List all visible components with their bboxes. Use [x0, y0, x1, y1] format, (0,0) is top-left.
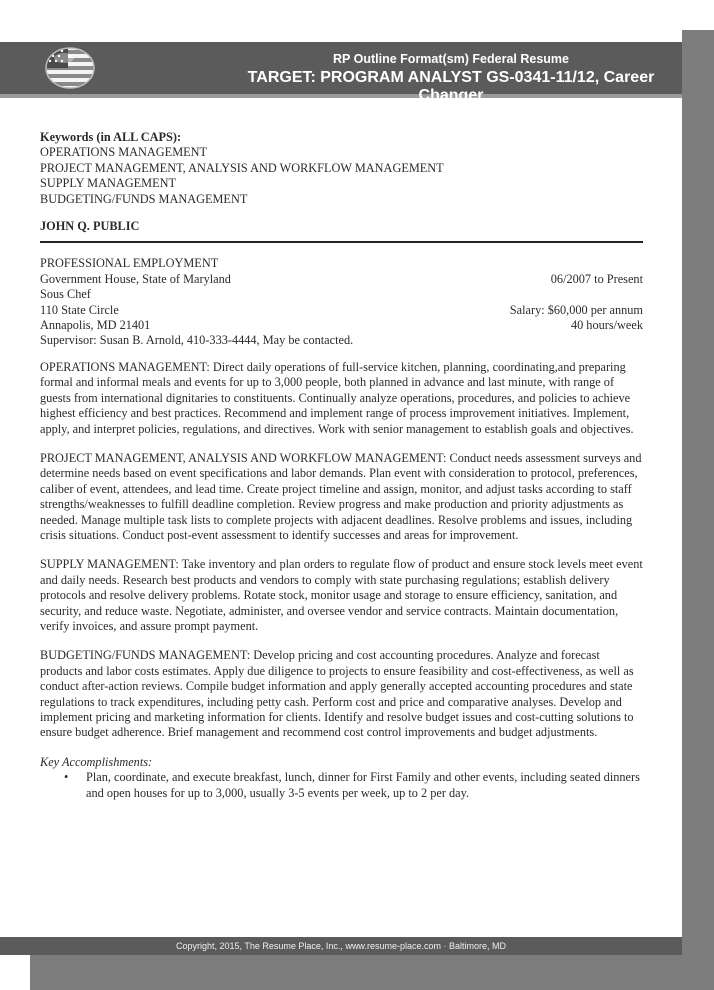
page-shadow-bottom [30, 955, 714, 990]
resume-content [40, 130, 643, 801]
keyword-item: PROJECT MANAGEMENT, ANALYSIS AND WORKFLOW MANAGEMENT [40, 160, 444, 175]
accomplishment-text: Plan, coordinate, and execute breakfast, lunch, dinner for First Family and other events, including seated dinners and open houses for up to 3,000, usually 3-5 events per week, up to 2 per day. [86, 770, 640, 800]
accomplishments-list [40, 770, 643, 801]
employment-dates: 06/2007 to Present [550, 271, 643, 286]
section-project-management: PROJECT MANAGEMENT, ANALYSIS AND WORKFLOW MANAGEMENT: Conduct needs assessment surveys and determine needs based on event specifications and labor demands. Plan event with consideration to protocol, preferences, caliber of event, attendees, and lead time. Create project timeline and assign, monitor, and adjust tasks according to staff strengths/weaknesses to fulfill deadline completion. Review progress and make production and priority adjustments as needed. Manage multiple task lists to complete projects with adjacent deadlines. Resolve problems and issues, including crisis situations. Conduct post-event assessment to identify successes and areas for improvement. [40, 450, 642, 542]
flag-globe-icon [44, 46, 96, 90]
job-title: Sous Chef [40, 287, 91, 302]
section-operations-management: OPERATIONS MANAGEMENT: Direct daily operations of full-service kitchen, planning, coordinating,and preparing formal and informal meals and events for up to 3,000 people, both planned in advance and last minute, with range of guests from international dignitaries to constituents. Continually analyze operations, procedures, and policies to achieve highest efficiency and best practices. Recommend and implement range of process improvement initiatives. Implement, apply, and interpret policies, regulations, and directives. Work with senior management to establish goals and objectives. [40, 359, 634, 436]
salary: Salary: $60,000 per annum [509, 302, 643, 317]
keyword-item: SUPPLY MANAGEMENT [40, 176, 176, 191]
employer-address-street: 110 State Circle [40, 302, 119, 317]
key-accomplishments-heading: Key Accomplishments: [40, 754, 153, 769]
bullet-marker: • [64, 770, 69, 785]
keyword-item: OPERATIONS MANAGEMENT [40, 145, 208, 160]
section-supply-management: SUPPLY MANAGEMENT: Take inventory and plan orders to regulate flow of product and ensure stock levels meet event and daily needs. Research best products and vendors to comply with state purchasing regulations; establish delivery protocols and resolve delivery problems. Rotate stock, monitor usage and storage to ensure efficiency, sanitation, and security, and reduce waste. Negotiate, administer, and oversee vendor and service contracts. Maintain documentation, verify invoices, and assure prompt payment. [40, 557, 643, 633]
applicant-name: JOHN Q. PUBLIC [40, 219, 140, 234]
keywords-title: Keywords (in ALL CAPS): [40, 130, 182, 144]
page-shadow-right [682, 30, 714, 990]
list-item [64, 770, 643, 801]
employer-address-city: Annapolis, MD 21401 [40, 318, 151, 333]
address-salary-row [40, 303, 643, 318]
hours-per-week: 40 hours/week [570, 318, 643, 333]
keyword-item: BUDGETING/FUNDS MANAGEMENT [40, 191, 248, 206]
copyright-footer: Copyright, 2015, The Resume Place, Inc., www.resume-place.com · Baltimore, MD [0, 937, 682, 955]
section-budgeting-funds-management: BUDGETING/FUNDS MANAGEMENT: Develop pricing and cost accounting procedures. Analyze and forecast products and labor costs estimates. Apply due diligence to projects to ensure feasibility and cost-effectiveness, as well as conduct after-action reviews. Compile budget information and apply generally accepted accounting procedures and state regulations to track expenditures, including petty cash. Perform cost and price and comparative analyses. Develop and implement pricing and marketing information for clients. Identify and resolve budget issues and cost-cutting solutions to ensure budget adherence. Brief management and recommend cost control improvements and budget adjustments. [40, 648, 634, 740]
employment-heading: PROFESSIONAL EMPLOYMENT [40, 256, 219, 271]
header-format-title: RP Outline Format(sm) Federal Resume [333, 52, 569, 66]
name-divider [40, 241, 643, 243]
header-banner [0, 42, 682, 104]
employer-name: Government House, State of Maryland [40, 271, 231, 286]
supervisor-line: Supervisor: Susan B. Arnold, 410-333-4444, May be contacted. [40, 333, 354, 348]
employer-row [40, 272, 643, 287]
header-target-title: TARGET: PROGRAM ANALYST GS-0341-11/12, Career Changer [247, 69, 655, 104]
address-hours-row [40, 318, 643, 333]
